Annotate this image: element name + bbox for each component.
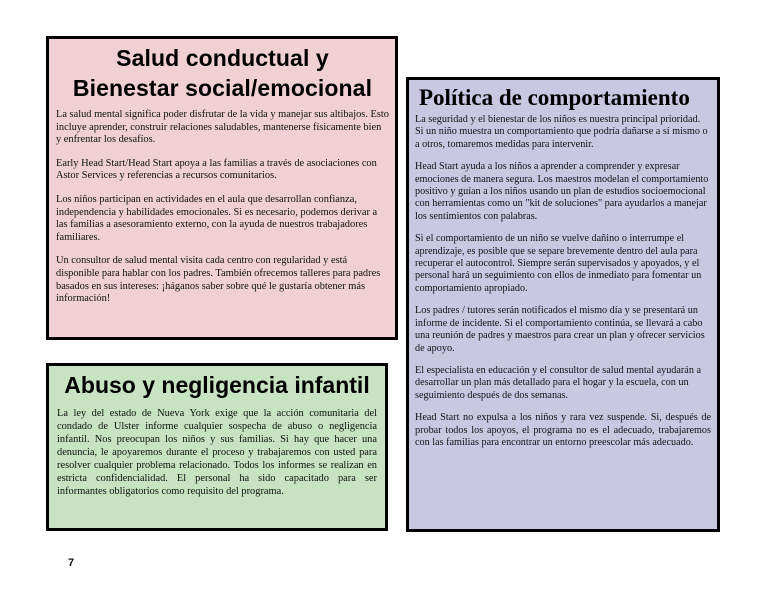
salud-title-line2: Bienestar social/emocional	[72, 75, 373, 101]
abuso-section-body	[57, 407, 377, 498]
politica-paragraph: Head Start no expulsa a los niños y rara vez suspende. Si, después de probar todos los apoyos, el programa no es el adecuado, trabajaremos con las familias para encontrar un entorno preescolar más adecuado.	[415, 412, 711, 448]
salud-section-title	[56, 43, 389, 103]
salud-section-body	[56, 109, 389, 306]
politica-comportamiento-section	[406, 77, 720, 532]
salud-conductual-section	[46, 36, 398, 340]
salud-paragraph: Early Head Start/Head Start apoya a las familias a través de asociaciones con Astor Services y referencias a recursos comunitarios.	[56, 157, 377, 182]
politica-paragraph: La seguridad y el bienestar de los niños es nuestra principal prioridad. Si un niño muestra un comportamiento que podría dañarse a sí mismo o a otros, tomaremos medidas para intervenir.	[415, 114, 708, 150]
politica-paragraph: El especialista en educación y el consultor de salud mental ayudarán a desarrollar un plan más detallado para el hogar y la escuela, con un seguimiento después de dos semanas.	[415, 364, 701, 401]
politica-paragraph: Los padres / tutores serán notificados el mismo día y se presentará un informe de incidente. Si el comportamiento continúa, se llevará a cabo una reunión de padres y maestros para crear un plan y ofrecer servicios de apoyo.	[415, 305, 705, 354]
salud-paragraph: La salud mental significa poder disfrutar de la vida y manejar sus altibajos. Esto incluye aprender, construir relaciones saludables, mantenerse físicamente bien y enfrentar los desafíos.	[56, 109, 389, 146]
politica-paragraph: Head Start ayuda a los niños a aprender a comprender y expresar emociones de manera segura. Los maestros modelan el comportamiento positivo y guían a los niños usando un plan de estudios socioemocional con herramientas como un "kit de soluciones" para ayudarlos a manejar los sentimientos con palabras.	[415, 161, 709, 222]
politica-section-body	[415, 114, 711, 449]
abuso-negligencia-section	[46, 363, 388, 531]
page-number: 7	[68, 557, 75, 569]
abuso-section-title: Abuso y negligencia infantil	[64, 372, 370, 398]
salud-title-line1: Salud conductual y	[116, 45, 329, 71]
politica-section-title: Política de comportamiento	[419, 85, 690, 110]
abuso-paragraph: La ley del estado de Nueva York exige que la acción comunitaria del condado de Ulster informe cualquier sospecha de abuso o negligencia infantil. Nos preocupan los niños y sus familias. Si hay que hacer una denuncia, le apoyaremos durante el proceso y trabajaremos con usted para resolver cualquier problema relacionado. Todos los informes se realizan en estricta confidencialidad. El personal ha sido capacitado para ser informantes obligatorios como requisito del programa.	[57, 408, 377, 497]
politica-paragraph: Si el comportamiento de un niño se vuelve dañino o interrumpe el aprendizaje, es posible que se separe brevemente dentro del aula para recuperar el autocontrol. Siempre serán supervisados y apoyados, y el personal hará un seguimiento con ellos de inmediato para fomentar un comportamiento apropiado.	[415, 233, 702, 294]
salud-paragraph: Un consultor de salud mental visita cada centro con regularidad y está disponible para hablar con los padres. También ofrecemos talleres para padres basados en sus intereses: ¡háganos saber sobre qué le gustaría obtener más información!	[56, 255, 381, 305]
salud-paragraph: Los niños participan en actividades en el aula que desarrollan confianza, independencia y habilidades emocionales. Si es necesario, podemos derivar a las familias a asesoramiento externo, con la ayuda de nuestros trabajadores familiares.	[56, 193, 378, 243]
